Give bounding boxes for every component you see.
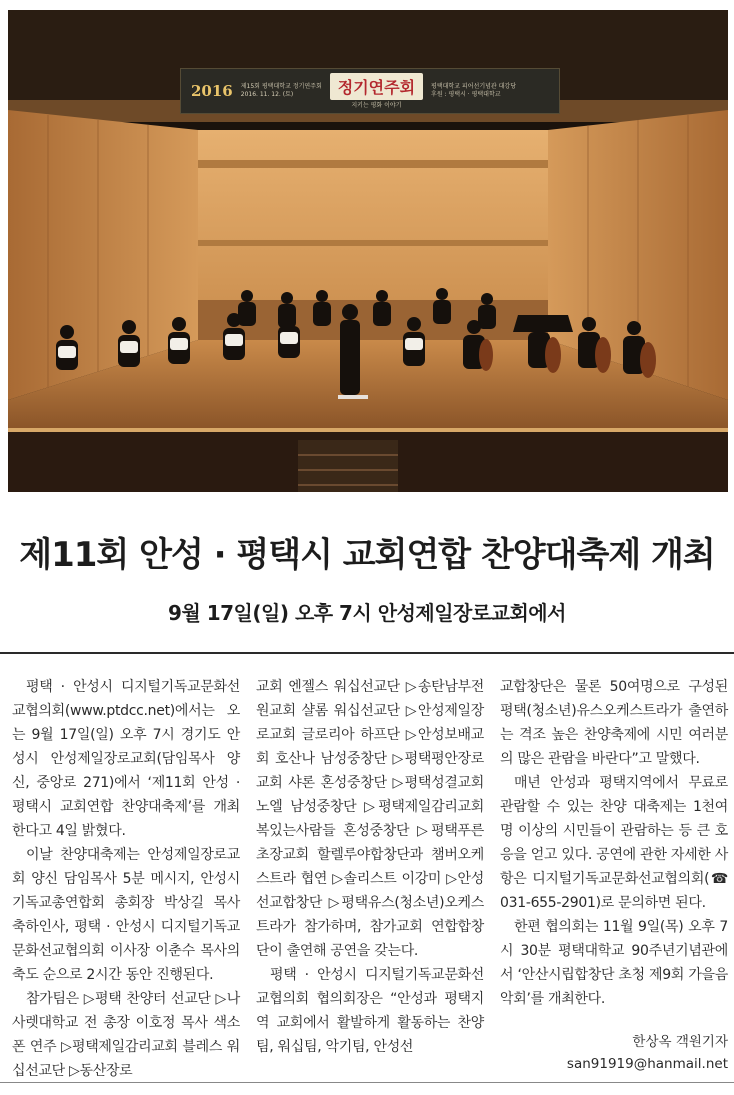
divider-bottom	[0, 1082, 734, 1083]
paragraph: 매년 안성과 평택지역에서 무료로 관람할 수 있는 찬양 대축제는 1천여 명 이상의 시민들이 관람하는 등 큰 호응을 얻고 있다. 공연에 관한 자세한 사항은 디지털기독교문화선교협의회(☎ 031-655-2901)로 문의하면 된다.	[500, 775, 728, 911]
concert-banner	[180, 68, 560, 114]
article-column-3	[500, 675, 728, 1011]
banner-title: 정기연주회	[330, 73, 423, 100]
banner-subtitle: 지키는 평화 이야기	[351, 101, 402, 109]
paragraph: 평택 · 안성시 디지털기독교문화선교협의회 협의회장은 “안성과 평택지역 교회에서 활발하게 활동하는 찬양팀, 워십팀, 악기팀, 안성선	[256, 967, 484, 1055]
paragraph: 교합창단은 물론 50여명으로 구성된 평택(청소년)유스오케스트라가 출연하는 격조 높은 찬양축제에 시민 여러분의 많은 관람을 바란다”고 말했다.	[500, 679, 728, 767]
paragraph: 이날 찬양대축제는 안성제일장로교회 양신 담임목사 5분 메시지, 안성시 기독교총연합회 총회장 박상길 목사 축하인사, 평택 · 안성시 디지털기독교문화선교협의회 이사장 이춘수 목사의 축도 순으로 2시간 동안 진행된다.	[12, 847, 240, 983]
article-column-1	[12, 675, 240, 1083]
paragraph: 한편 협의회는 11월 9일(목) 오후 7시 30분 평택대학교 90주년기념관에서 ‘안산시립합창단 초청 제9회 가을음악회’를 개최한다.	[500, 919, 728, 1007]
paragraph: 교회 엔젤스 워십선교단 ▷송탄남부전원교회 샬롬 워십선교단 ▷안성제일장로교회 글로리아 하프단 ▷안성보배교회 호산나 남성중창단 ▷평택평안장로교회 샤론 혼성중창단 ▷평택성결교회 노엘 남성중창단 ▷평택제일감리교회 복있는사람들 혼성중창단 ▷평택푸른초장교회 할렐루야합창단과 챔버오케스트라 협연 ▷솔리스트 이강미 ▷안성선교합창단 ▷평택유스(청소년)오케스트라가 참가하며, 참가교회 연합합창단이 출연해 공연을 갖는다.	[256, 679, 484, 959]
banner-year: 2016	[191, 82, 233, 100]
article-column-2	[256, 675, 484, 1059]
banner-venue-lines: 평택대학교 피어선기념관 대강당 후원 : 평택시 · 평택대학교	[431, 83, 517, 98]
concert-photo	[8, 10, 728, 492]
article-subheadline: 9월 17일(일) 오후 7시 안성제일장로교회에서	[168, 601, 566, 625]
divider-top	[0, 652, 734, 654]
article-headline: 제11회 안성 · 평택시 교회연합 찬양대축제 개최	[19, 535, 715, 575]
banner-small-lines: 제15회 평택대학교 정기연주회 2016. 11. 12. (토)	[240, 83, 322, 98]
paragraph: 참가팀은 ▷평택 찬양터 선교단 ▷나사렛대학교 전 총장 이호정 목사 색소폰 연주 ▷평택제일감리교회 블레스 워십선교단 ▷동산장로	[12, 991, 240, 1079]
reporter-name: 한상옥 객원기자	[632, 1034, 728, 1050]
paragraph: 평택 · 안성시 디지털기독교문화선교협의회(www.ptdcc.net)에서는 오는 9월 17일(일) 오후 7시 경기도 안성시 안성제일장로교회(담임목사 양신, 중앙로 271)에서 ‘제11회 안성 · 평택시 교회연합 찬양대축제’를 개최한다고 4일 밝혔다.	[12, 679, 240, 839]
reporter-email[interactable]: san91919@hanmail.net	[566, 1056, 728, 1072]
